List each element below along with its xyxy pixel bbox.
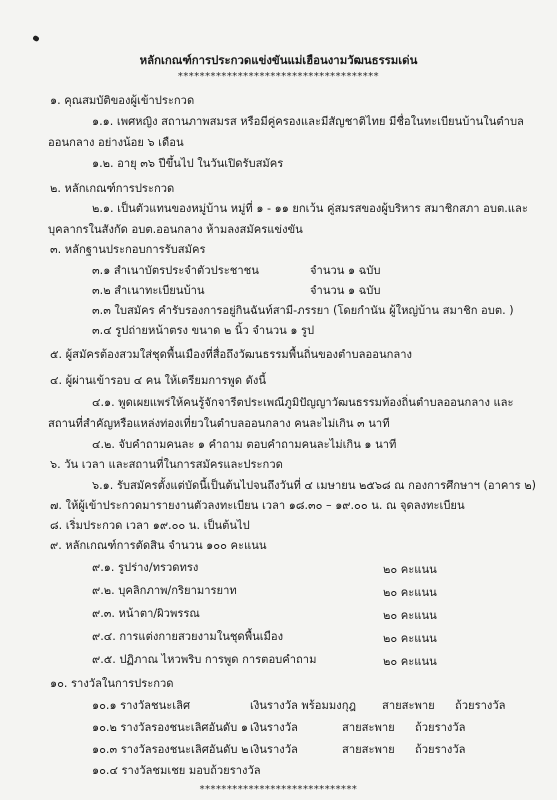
section-4-item-1-line-1: ๔.๑. พูดเผยแพร่ให้คนรู้จักจารีตประเพณีภูมิปัญญาวัฒนธรรมท้องถิ่นตำบลออนกลาง และ bbox=[92, 396, 514, 409]
criteria-label-1: ๙.๑. รูปร่าง/ทรวดทรง bbox=[92, 561, 199, 574]
section-3-item-4: ๓.๔ รูปถ่ายหน้าตรง ขนาด ๒ นิ้ว จำนวน ๑ รูป bbox=[92, 324, 315, 337]
criteria-label-3: ๙.๓. หน้าตา/ผิวพรรณ bbox=[92, 607, 200, 620]
criteria-label-5: ๙.๕. ปฏิภาณ ไหวพริบ การพูด การตอบคำถาม bbox=[92, 653, 317, 666]
award-2-label: ๑๐.๒ รางวัลรองชนะเลิศอันดับ ๑ bbox=[92, 721, 248, 734]
scan-speck bbox=[32, 35, 40, 42]
section-10-heading: ๑๐. รางวัลในการประกวด bbox=[50, 677, 174, 690]
section-1-item-1-line-1: ๑.๑. เพศหญิง สถานภาพสมรส หรือมีคู่ครองและมีสัญชาติไทย มีชื่อในทะเบียนบ้านในตำบล bbox=[92, 115, 524, 128]
criteria-score-5: ๒๐ คะแนน bbox=[383, 655, 437, 668]
section-3-item-1-value: จำนวน ๑ ฉบับ bbox=[310, 264, 381, 277]
criteria-label-4: ๙.๔. การแต่งกายสวยงามในชุดพื้นเมือง bbox=[92, 630, 284, 643]
criteria-score-1: ๒๐ คะแนน bbox=[383, 563, 437, 576]
section-4-item-1-line-2: สถานที่สำคัญหรือแหล่งท่องเที่ยวในตำบลออนกลาง คนละไม่เกิน ๓ นาที bbox=[48, 417, 390, 430]
section-3-item-3: ๓.๓ ใบสมัคร คำรับรองการอยู่กินฉันท์สามี-ภรรยา (โดยกำนัน ผู้ใหญ่บ้าน สมาชิก อบต. ) bbox=[92, 304, 514, 317]
section-3-heading: ๓. หลักฐานประกอบการรับสมัคร bbox=[50, 243, 206, 256]
section-7: ๗. ให้ผู้เข้าประกวดมารายงานตัวลงทะเบียน เวลา ๑๘.๓๐ – ๑๙.๐๐ น. ณ จุดลงทะเบียน bbox=[50, 499, 465, 512]
award-3-label: ๑๐.๓ รางวัลรองชนะเลิศอันดับ ๒ bbox=[92, 743, 249, 756]
award-1-cash: เงินรางวัล พร้อมมงกุฎ bbox=[250, 699, 356, 712]
section-2-item-1-line-2: บุคลากรในสังกัด อบต.ออนกลาง ห้ามลงสมัครแข่งขัน bbox=[48, 223, 303, 236]
award-1-trophy: ถ้วยรางวัล bbox=[455, 699, 506, 712]
award-3-sash: สายสะพาย bbox=[342, 743, 395, 756]
section-3-item-2-value: จำนวน ๑ ฉบับ bbox=[310, 284, 381, 297]
section-1-heading: ๑. คุณสมบัติของผู้เข้าประกวด bbox=[50, 94, 195, 107]
section-1-item-2: ๑.๒. อายุ ๓๖ ปีขึ้นไป ในวันเปิดรับสมัคร bbox=[92, 157, 284, 170]
section-5: ๕. ผู้สมัครต้องสวมใส่ชุดพื้นเมืองที่สื่อถึงวัฒนธรรมพื้นถิ่นของตำบลออนกลาง bbox=[50, 348, 412, 361]
section-6-heading: ๖. วัน เวลา และสถานที่ในการสมัครและประกวด bbox=[50, 458, 283, 471]
award-2-trophy: ถ้วยรางวัล bbox=[415, 721, 466, 734]
section-8: ๘. เริ่มประกวด เวลา ๑๙.๐๐ น. เป็นต้นไป bbox=[50, 519, 250, 532]
award-4-label: ๑๐.๔ รางวัลชมเชย มอบถ้วยรางวัล bbox=[92, 764, 261, 777]
section-3-item-2-label: ๓.๒ สำเนาทะเบียนบ้าน bbox=[92, 284, 205, 297]
title-star-divider: ************************************* bbox=[177, 71, 380, 82]
criteria-score-2: ๒๐ คะแนน bbox=[383, 586, 437, 599]
closing-star-divider: ***************************** bbox=[199, 784, 358, 795]
award-2-cash: เงินรางวัล bbox=[250, 721, 298, 734]
criteria-label-2: ๙.๒. บุคลิกภาพ/กริยามารยาท bbox=[92, 584, 237, 597]
award-3-trophy: ถ้วยรางวัล bbox=[415, 743, 466, 756]
award-2-sash: สายสะพาย bbox=[342, 721, 395, 734]
criteria-score-3: ๒๐ คะแนน bbox=[383, 609, 437, 622]
section-2-item-1-line-1: ๒.๑. เป็นตัวแทนของหมู่บ้าน หมู่ที่ ๑ - ๑๑ ยกเว้น คู่สมรสของผู้บริหาร สมาชิกสภา อบต.และ bbox=[92, 202, 528, 215]
section-2-heading: ๒. หลักเกณฑ์การประกวด bbox=[50, 182, 175, 195]
section-4-heading: ๔. ผู้ผ่านเข้ารอบ ๔ คน ให้เตรียมการพูด ดังนี้ bbox=[50, 374, 266, 387]
section-1-item-1-line-2: ออนกลาง อย่างน้อย ๖ เดือน bbox=[48, 136, 184, 149]
document-title: หลักเกณฑ์การประกวดแข่งขันแม่เฮือนงามวัฒนธรรมเด่น bbox=[139, 53, 418, 67]
award-1-sash: สายสะพาย bbox=[382, 699, 435, 712]
section-3-item-1-label: ๓.๑ สำเนาบัตรประจำตัวประชาชน bbox=[92, 264, 259, 277]
section-9-heading: ๙. หลักเกณฑ์การตัดสิน จำนวน ๑๐๐ คะแนน bbox=[50, 539, 267, 552]
award-1-label: ๑๐.๑ รางวัลชนะเลิศ bbox=[92, 699, 191, 712]
section-4-item-2: ๔.๒. จับคำถามคนละ ๑ คำถาม ตอบคำถามคนละไม่เกิน ๑ นาที bbox=[92, 438, 397, 451]
award-3-cash: เงินรางวัล bbox=[250, 743, 298, 756]
section-6-item-1: ๖.๑. รับสมัครตั้งแต่บัดนี้เป็นต้นไปจนถึงวันที่ ๔ เมษายน ๒๕๖๘ ณ กองการศึกษาฯ (อาคาร ๒) bbox=[92, 479, 536, 492]
criteria-score-4: ๒๐ คะแนน bbox=[383, 632, 437, 645]
